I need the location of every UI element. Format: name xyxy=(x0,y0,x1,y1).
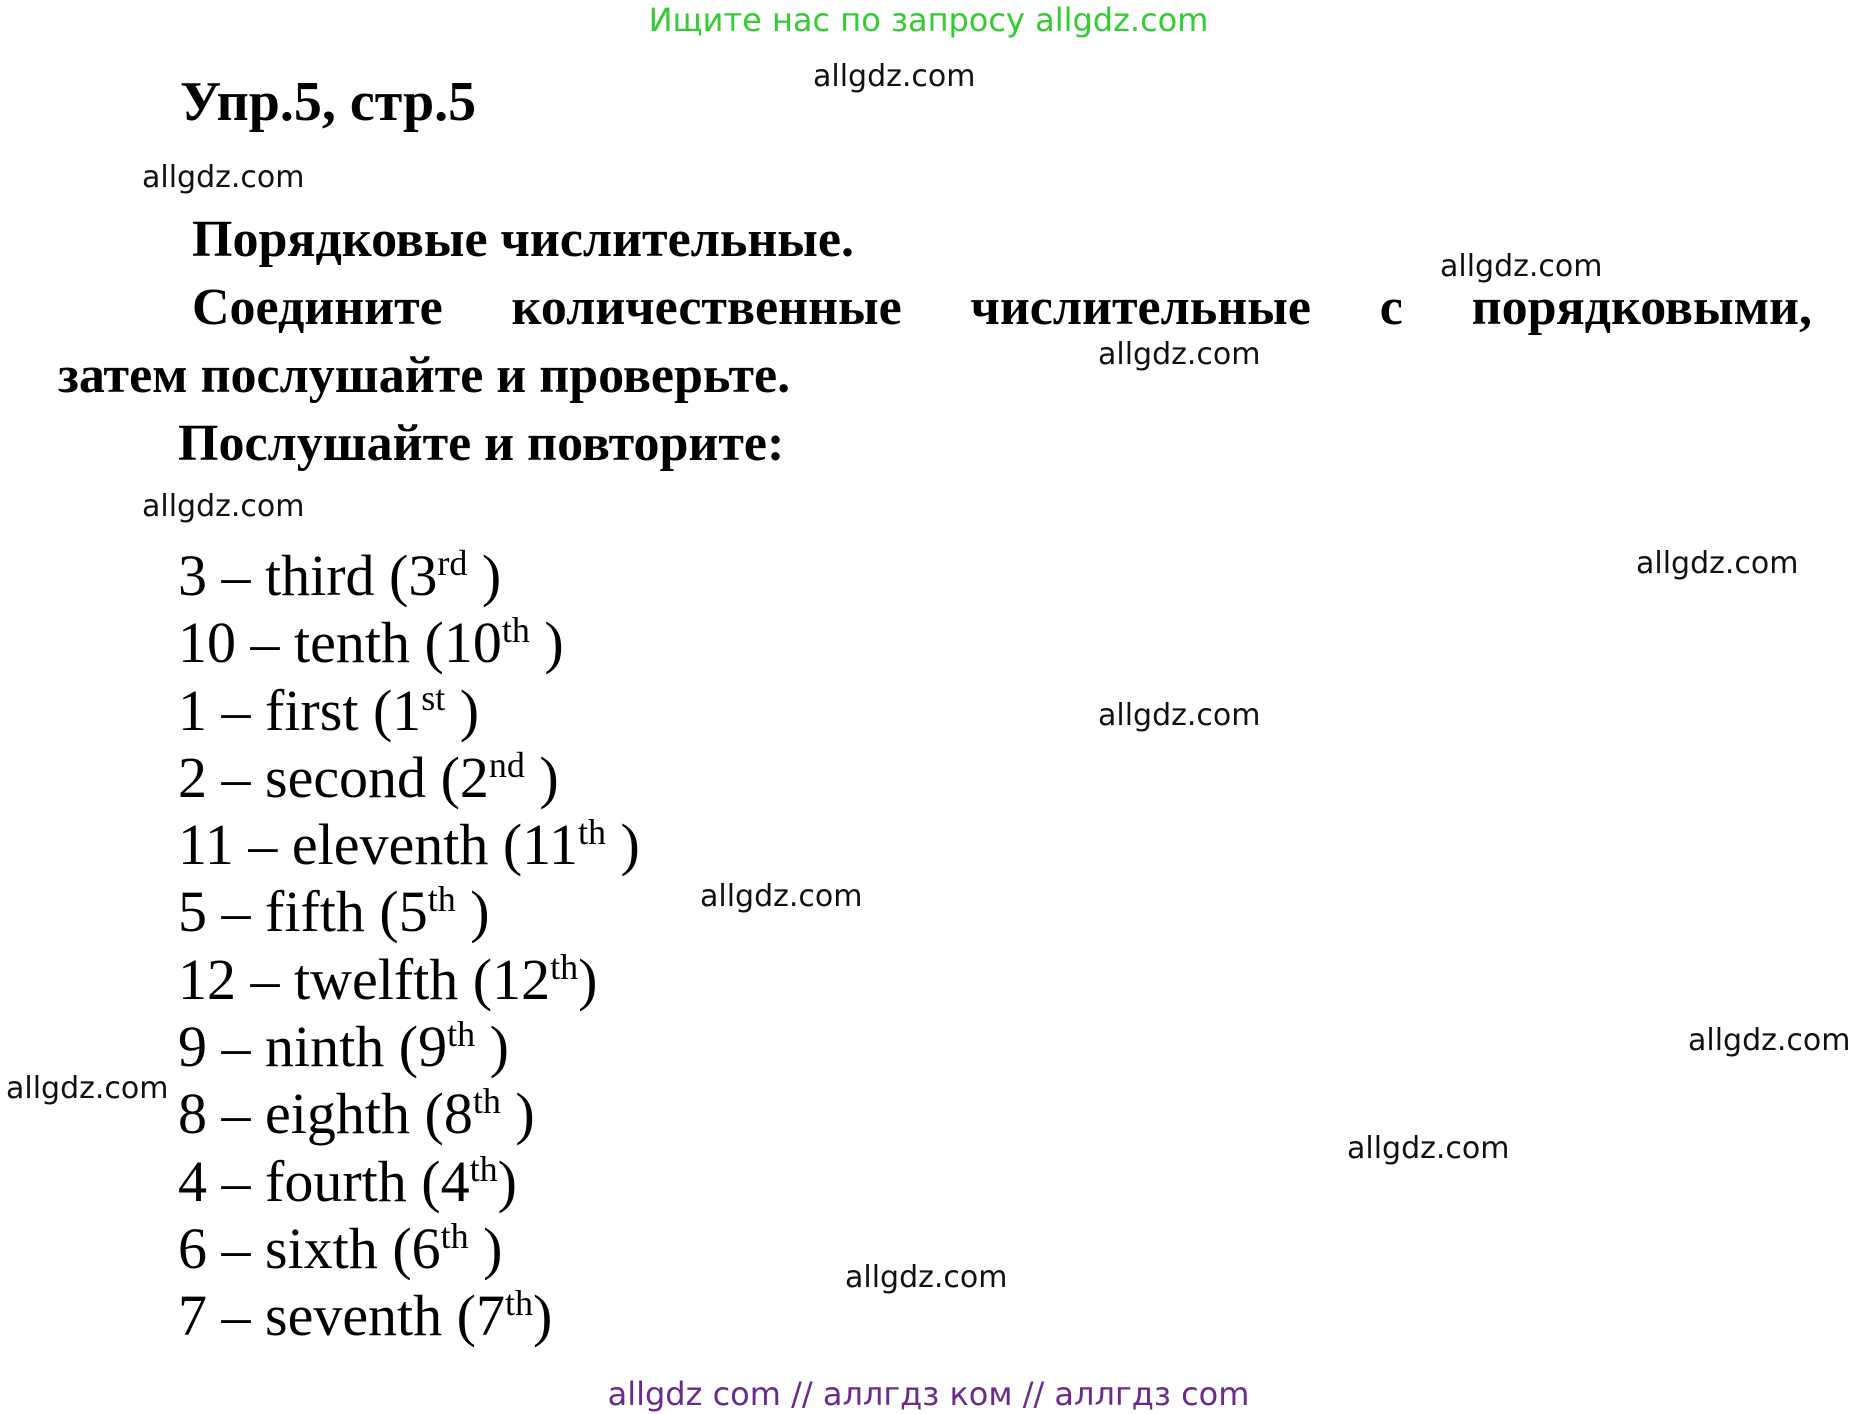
ordinal-suffix: th xyxy=(469,1148,498,1189)
dash: – xyxy=(248,812,278,878)
watermark: allgdz.com xyxy=(1098,698,1261,733)
ordinal-word: fifth xyxy=(265,879,365,945)
numeral-item: 6 – sixth (6th ) xyxy=(178,1215,503,1281)
ordinal-word: tenth xyxy=(294,610,410,676)
subheading: Послушайте и повторите: xyxy=(178,415,785,472)
cardinal-number: 2 xyxy=(178,744,207,810)
cardinal-number: 3 xyxy=(178,543,207,608)
watermark: allgdz.com xyxy=(1688,1023,1851,1058)
cardinal-number: 11 xyxy=(178,812,234,878)
cardinal-number: 12 xyxy=(178,946,236,1012)
numeral-item: 9 – ninth (9th ) xyxy=(178,1014,509,1080)
dash: – xyxy=(221,1014,251,1080)
ordinal-number: 12 xyxy=(492,946,551,1012)
dash: – xyxy=(221,543,251,608)
dash: – xyxy=(250,610,280,676)
ordinal-number: 6 xyxy=(411,1215,441,1281)
cardinal-number: 1 xyxy=(178,677,207,743)
ordinal-word: ninth xyxy=(265,1014,385,1080)
numeral-item: 2 – second (2nd ) xyxy=(178,744,559,810)
cardinal-number: 6 xyxy=(178,1215,207,1281)
ordinal-number: 7 xyxy=(476,1283,505,1349)
numeral-item: 5 – fifth (5th ) xyxy=(178,879,490,945)
ordinal-suffix: rd xyxy=(437,543,468,584)
ordinal-suffix: th xyxy=(505,1283,534,1324)
dash: – xyxy=(221,744,251,810)
cardinal-number: 9 xyxy=(178,1014,207,1080)
ordinal-suffix: th xyxy=(550,946,579,987)
footer-links: allgdz com // аллгдз ком // аллгдз com xyxy=(607,1375,1250,1413)
dash: – xyxy=(221,879,251,945)
ordinal-word: eleventh xyxy=(291,812,489,878)
watermark: allgdz.com xyxy=(1440,249,1603,284)
numeral-item: 4 – fourth (4th) xyxy=(178,1148,517,1214)
ordinal-number: 11 xyxy=(522,812,579,878)
numeral-item: 1 – first (1st ) xyxy=(178,677,480,743)
cardinal-number: 8 xyxy=(178,1081,207,1147)
ordinal-word: sixth xyxy=(265,1215,378,1281)
ordinal-word: first xyxy=(265,677,359,743)
ordinal-word: second xyxy=(265,744,427,810)
dash: – xyxy=(221,1081,251,1147)
ordinal-number: 4 xyxy=(440,1148,470,1214)
ordinal-suffix: th xyxy=(501,610,530,651)
exercise-title: Упр.5, стр.5 xyxy=(180,71,477,133)
cardinal-number: 10 xyxy=(178,610,236,676)
ordinal-word: fourth xyxy=(265,1148,407,1214)
numeral-item: 11 – eleventh (11th ) xyxy=(178,812,640,878)
watermark: allgdz.com xyxy=(845,1260,1008,1295)
numeral-item: 10 – tenth (10th ) xyxy=(178,610,564,676)
ordinal-number: 2 xyxy=(459,744,489,810)
ordinal-suffix: th xyxy=(440,1216,469,1257)
watermark: allgdz.com xyxy=(1347,1131,1510,1166)
ordinal-word: twelfth xyxy=(294,946,459,1012)
watermark: allgdz.com xyxy=(6,1071,169,1106)
dash: – xyxy=(221,1283,251,1349)
ordinal-suffix: th xyxy=(447,1014,476,1055)
dash: – xyxy=(221,1215,251,1281)
ordinal-number: 1 xyxy=(392,677,422,743)
cardinal-number: 4 xyxy=(178,1148,207,1214)
dash: – xyxy=(250,946,280,1012)
ordinal-word: seventh xyxy=(265,1283,443,1349)
ordinal-number: 9 xyxy=(418,1014,448,1080)
numeral-item: 8 – eighth (8th ) xyxy=(178,1081,535,1147)
ordinal-word: third xyxy=(265,543,375,608)
watermark: allgdz.com xyxy=(142,489,305,524)
watermark: allgdz.com xyxy=(1098,337,1261,372)
dash: – xyxy=(221,677,251,743)
watermark: allgdz.com xyxy=(1636,546,1799,581)
section-heading: Порядковые числительные. xyxy=(192,211,854,268)
cardinal-number: 5 xyxy=(178,879,207,945)
watermark: allgdz.com xyxy=(700,879,863,914)
numeral-list xyxy=(178,542,640,1350)
dash: – xyxy=(221,1148,251,1214)
ordinal-number: 10 xyxy=(443,610,502,676)
ordinal-word: eighth xyxy=(265,1081,410,1147)
watermark: allgdz.com xyxy=(142,160,305,195)
ordinal-suffix: st xyxy=(421,677,446,718)
ordinal-number: 5 xyxy=(398,879,428,945)
ordinal-number: 8 xyxy=(443,1081,473,1147)
instruction-line-1: Соедините количественные числительные с порядковыми, xyxy=(192,279,1812,336)
numeral-item: 12 – twelfth (12th) xyxy=(178,946,598,1012)
search-banner: Ищите нас по запросу allgdz.com xyxy=(648,1,1209,39)
ordinal-suffix: th xyxy=(427,879,456,920)
numeral-item: 3 – third (3rd ) xyxy=(178,543,502,608)
ordinal-suffix: nd xyxy=(488,745,525,786)
ordinal-suffix: th xyxy=(578,812,607,853)
ordinal-suffix: th xyxy=(472,1081,501,1122)
watermark: allgdz.com xyxy=(813,59,976,94)
ordinal-number: 3 xyxy=(408,543,438,608)
numeral-item: 7 – seventh (7th) xyxy=(178,1283,553,1349)
cardinal-number: 7 xyxy=(178,1283,207,1349)
instruction-line-2: затем послушайте и проверьте. xyxy=(58,347,791,404)
